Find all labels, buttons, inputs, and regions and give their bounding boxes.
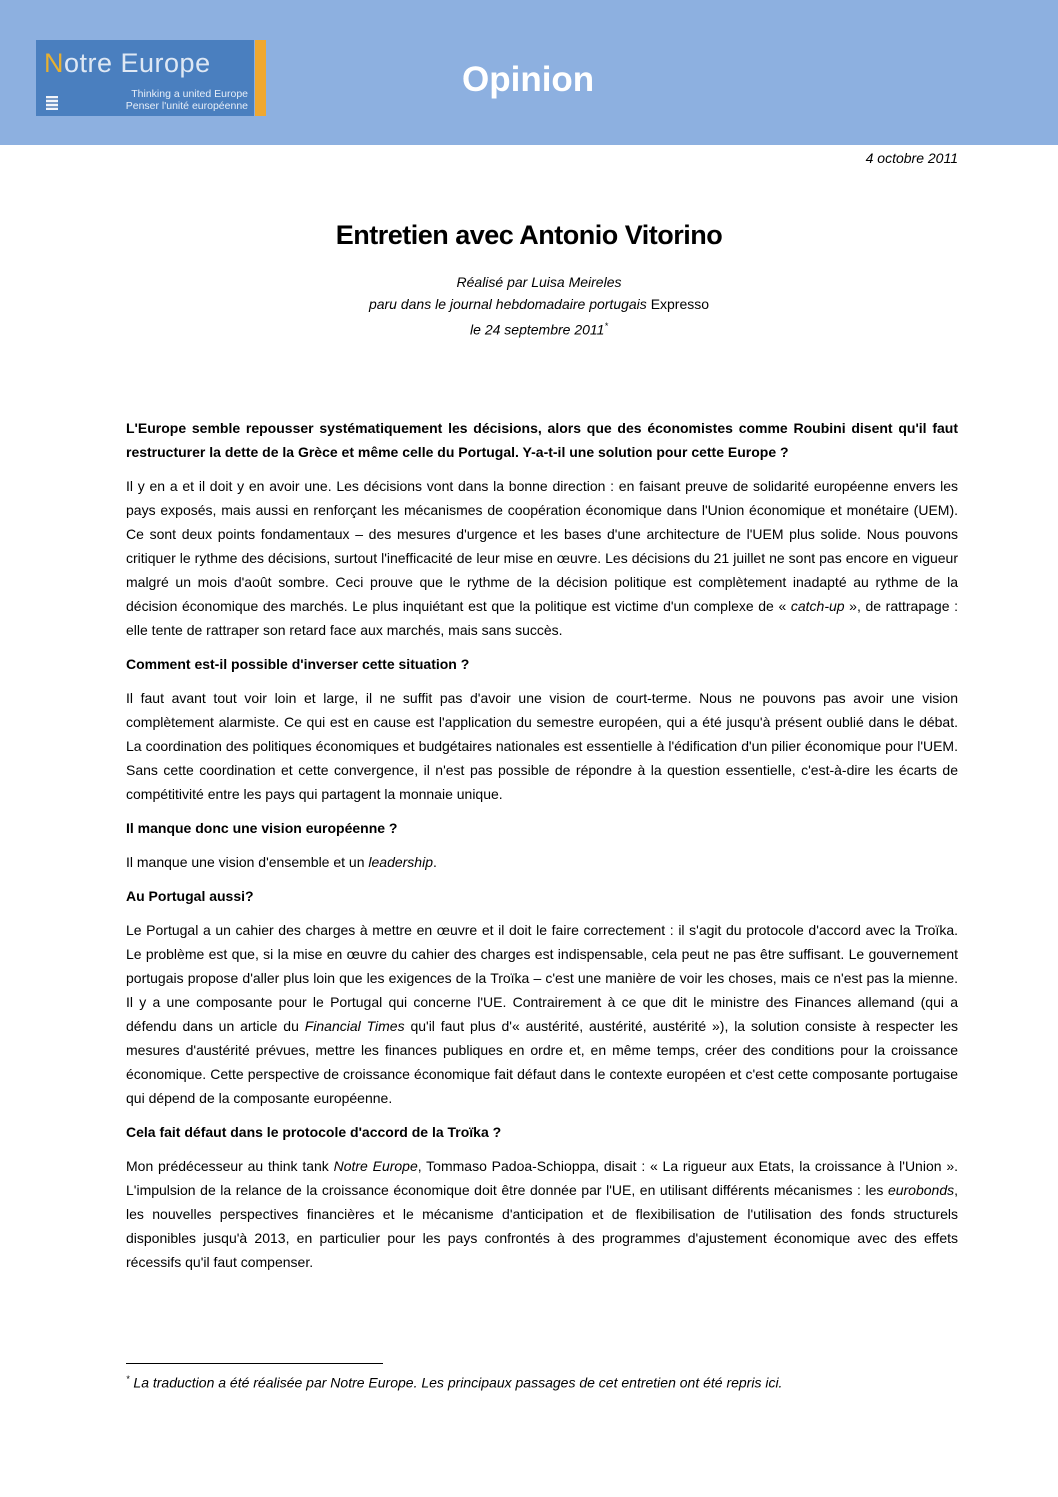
question-3: Il manque donc une vision européenne ? <box>126 820 398 836</box>
text: », de rattrapage : elle tente de rattraper son retard face aux marchés, mais sans succès. <box>126 598 958 638</box>
answer-5 <box>126 1154 958 1274</box>
flag-icon <box>46 96 58 110</box>
footnote-text: La traduction a été réalisée par Notre Europe. Les principaux passages de cet entretien ont été repris ici. <box>129 1374 783 1391</box>
text: Il manque une vision d'ensemble et un <box>126 854 369 870</box>
answer-1 <box>126 474 958 642</box>
text: , les nouvelles perspectives financières et le mécanisme d'anticipation et de flexibilisation de l'utilisation des fonds structurels disponibles jusqu'à 2013, en particulier pour les pays confrontés à des programmes d'ajustement économique avec des effets récessifs qu'il faut compenser. <box>126 1182 958 1270</box>
italic-text: eurobonds <box>887 1182 955 1198</box>
logo-tagline <box>126 88 248 112</box>
logo-tagline-2: Penser l'unité européenne <box>125 100 248 112</box>
answer-3 <box>126 850 958 874</box>
italic-text: Notre Europe <box>333 1158 418 1174</box>
interview-date: le 24 septembre 2011 <box>470 321 605 338</box>
section-label: Opinion <box>462 60 595 99</box>
text: Mon prédécesseur au think tank <box>126 1158 334 1174</box>
subtitle <box>0 271 1058 341</box>
italic-text: Financial Times <box>304 1018 405 1034</box>
text: qu'il faut plus d'« austérité, austérité, austérité »), la solution consiste à respecter les mesures d'austérité prévues, mettre les finances publiques en ordre et, en même temps, créer des conditions pour la croissance économique. Cette perspective de croissance économique fait défaut dans le contexte européen et c'est cette composante portugaise qui dépend de la composante européenne. <box>126 1018 959 1106</box>
notre-europe-logo <box>36 40 254 116</box>
page-title: Entretien avec Antonio Vitorino <box>335 220 723 250</box>
answer-2: Il faut avant tout voir loin et large, il ne suffit pas d'avoir une vision de court-terme. Nous ne pouvons pas avoir une vision complètement alarmiste. Ce qui est en cause est l'application du semestre européen, qui a été jusqu'à présent oublié dans le débat. La coordination des politiques économiques et budgétaires nationales est essentielle à l'édification d'un pilier économique pour l'UEM. Sans cette coordination et cette convergence, il n'est pas possible de répondre à la question essentielle, c'est-à-dire les écarts de compétitivité entre les pays qui partagent la monnaie unique. <box>126 690 958 802</box>
publication-date: 4 octobre 2011 <box>865 150 958 166</box>
text: , Tommaso Padoa-Schioppa, disait : « La rigueur aux Etats, la croissance à l'Union ». L'impulsion de la relance de la croissance économique doit être donnée par l'UE, en utilisant différents mécanismes : les <box>126 1158 958 1198</box>
source-line: paru dans le journal hebdomadaire portugais <box>368 296 651 312</box>
answer-4 <box>126 918 958 1110</box>
italic-text: leadership <box>368 854 433 870</box>
logo-name: Notre Europe <box>44 48 211 78</box>
footnote <box>126 1374 782 1391</box>
header-band <box>0 0 1058 145</box>
italic-text: catch-up <box>790 598 845 614</box>
logo-accent-bar <box>255 40 266 116</box>
author-line: Réalisé par Luisa Meireles <box>456 274 622 290</box>
text: Il y en a et il doit y en avoir une. Les décisions vont dans la bonne direction : en faisant preuve de solidarité européenne envers les pays exposés, mais aussi en renforçant les mécanismes de coopération économique dans l'Union économique et monétaire (UEM). Ce sont deux points fondamentaux – des mesures d'urgence et les bases d'une architecture de l'UEM plus solide. Nous pouvons critiquer le rythme des décisions, surtout l'inefficacité de leur mise en œuvre. Les décisions du 21 juillet ne sont pas encore en vigueur malgré un mois d'août sombre. Ceci prouve que le rythme de la décision politique est complètement inadapté au rythme de la décision économique des marchés. Le plus inquiétant est que la politique est victime d'un complexe de « <box>126 478 958 614</box>
text: . <box>433 854 437 870</box>
footnote-mark: * <box>126 1374 130 1384</box>
text: Le Portugal a un cahier des charges à mettre en œuvre et il doit le faire correctement : il s'agit du protocole d'accord avec la Troïka. Le problème est que, si la mise en œuvre du cahier des charges est indispensable, cela peut ne pas être suffisant. Le gouvernement portugais propose d'aller plus loin que les exigences de la Troïka – c'est une manière de voir les choses, mais ce n'est pas la mienne. Il y a une composante pour le Portugal qui concerne l'UE. Contrairement à ce que dit le ministre des Finances allemand (qui a défendu dans un article du <box>126 922 958 1034</box>
question-2: Comment est-il possible d'inverser cette situation ? <box>126 656 470 672</box>
footnote-divider <box>126 1363 383 1364</box>
article-body <box>126 416 958 1284</box>
question-1: L'Europe semble repousser systématiquement les décisions, alors que des économistes comme Roubini disent qu'il faut restructurer la dette de la Grèce et même celle du Portugal. Y-a-t-il une solution pour cette Europe ? <box>126 420 958 460</box>
footnote-ref[interactable]: * <box>604 321 608 331</box>
logo-tagline-1: Thinking a united Europe <box>131 88 248 100</box>
newspaper-name: Expresso <box>650 296 710 312</box>
question-5: Cela fait défaut dans le protocole d'accord de la Troïka ? <box>126 1124 502 1140</box>
question-4: Au Portugal aussi? <box>126 888 254 904</box>
